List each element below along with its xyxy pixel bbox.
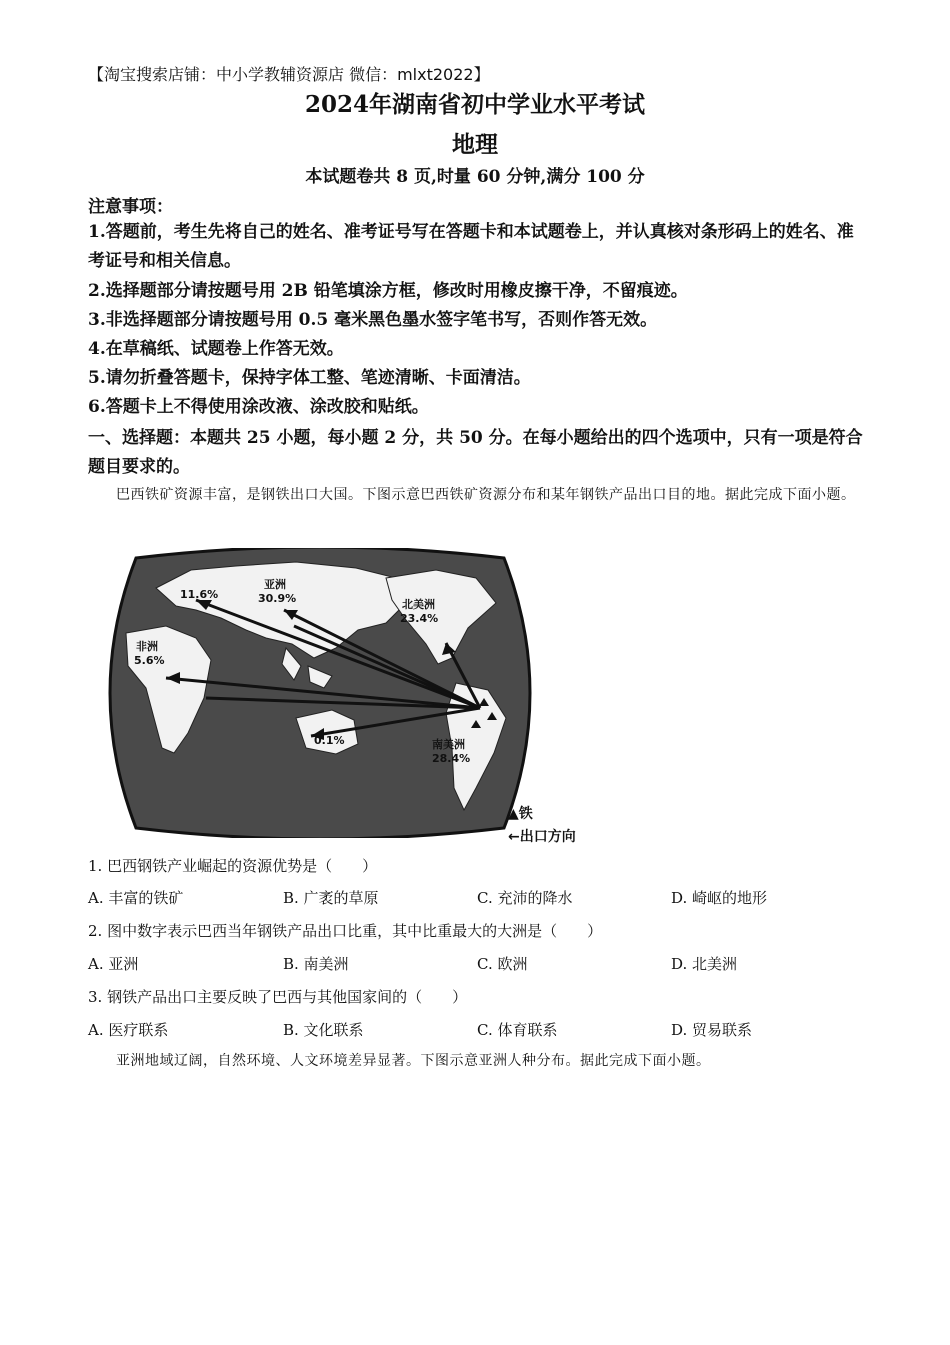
exam-info: 本试题卷共 8 页,时量 60 分钟,满分 100 分 — [305, 167, 645, 187]
legend-export: ←出口方向 — [508, 829, 576, 845]
notice-item-5: 5.请勿折叠答题卡，保持字体工整、笔迹清晰、卡面清洁。 — [88, 368, 531, 388]
q3-option-c[interactable]: C. 体育联系 — [477, 1021, 558, 1039]
legend-iron: ▲铁 — [508, 806, 533, 822]
q2-option-d[interactable]: D. 北美洲 — [671, 955, 738, 973]
q1-option-c[interactable]: C. 充沛的降水 — [477, 889, 573, 907]
q1-option-b[interactable]: B. 广袤的草原 — [283, 889, 379, 907]
notice-item-2: 2.选择题部分请按题号用 2B 铅笔填涂方框，修改时用橡皮擦干净，不留痕迹。 — [88, 281, 688, 301]
q2-option-a[interactable]: A. 亚洲 — [88, 955, 139, 973]
notice-item-1: 1.答题前，考生先将自己的姓名、准考证号写在答题卡和本试题卷上，并认真核对条形码上的姓名、准考证号和相关信息。 — [88, 222, 854, 271]
brazil-export-map — [96, 548, 544, 838]
watermark-ad: 【淘宝搜索店铺：中小学教辅资源店 微信：mlxt2022】 — [88, 65, 490, 84]
q1-option-d[interactable]: D. 崎岖的地形 — [671, 889, 768, 907]
intro-brazil: 巴西铁矿资源丰富，是钢铁出口大国。下图示意巴西铁矿资源分布和某年钢铁产品出口目的地。据此完成下面小题。 — [116, 487, 856, 503]
q3-option-d[interactable]: D. 贸易联系 — [671, 1021, 753, 1039]
q3-option-b[interactable]: B. 文化联系 — [283, 1021, 364, 1039]
south-america-label: 南美洲 — [432, 738, 465, 751]
q1-option-a[interactable]: A. 丰富的铁矿 — [88, 889, 184, 907]
q2-option-b[interactable]: B. 南美洲 — [283, 955, 349, 973]
question-2-stem: 2. 图中数字表示巴西当年钢铁产品出口比重，其中比重最大的大洲是（ ） — [88, 922, 603, 940]
notice-heading: 注意事项： — [88, 197, 173, 217]
section-heading: 一、选择题：本题共 25 小题，每小题 2 分，共 50 分。在每小题给出的四个选项中，只有一项是符合题目要求的。 — [88, 428, 863, 477]
exam-subject: 地理 — [452, 131, 498, 158]
question-1-stem: 1. 巴西钢铁产业崛起的资源优势是（ ） — [88, 857, 378, 875]
exam-title: 2024年湖南省初中学业水平考试 — [304, 91, 645, 118]
north-america-label: 北美洲 — [402, 598, 435, 611]
north-america-pct: 23.4% — [400, 612, 439, 625]
question-3-stem: 3. 钢铁产品出口主要反映了巴西与其他国家间的（ ） — [88, 988, 468, 1006]
asia-label: 亚洲 — [264, 578, 286, 591]
africa-pct: 5.6% — [134, 654, 165, 667]
notice-item-3: 3.非选择题部分请按题号用 0.5 毫米黑色墨水签字笔书写，否则作答无效。 — [88, 310, 658, 330]
arrow-left-icon: ← — [508, 829, 520, 845]
notice-item-4: 4.在草稿纸、试题卷上作答无效。 — [88, 339, 344, 359]
notice-item-6: 6.答题卡上不得使用涂改液、涂改胶和贴纸。 — [88, 397, 429, 417]
south-america-pct: 28.4% — [432, 752, 471, 765]
europe-pct: 11.6% — [180, 588, 219, 601]
q2-option-c[interactable]: C. 欧洲 — [477, 955, 528, 973]
africa-label: 非洲 — [136, 640, 158, 653]
asia-pct: 30.9% — [258, 592, 297, 605]
intro-asia: 亚洲地域辽阔，自然环境、人文环境差异显著。下图示意亚洲人种分布。据此完成下面小题。 — [116, 1053, 711, 1069]
q3-option-a[interactable]: A. 医疗联系 — [88, 1021, 169, 1039]
oceania-pct: 0.1% — [314, 734, 345, 747]
